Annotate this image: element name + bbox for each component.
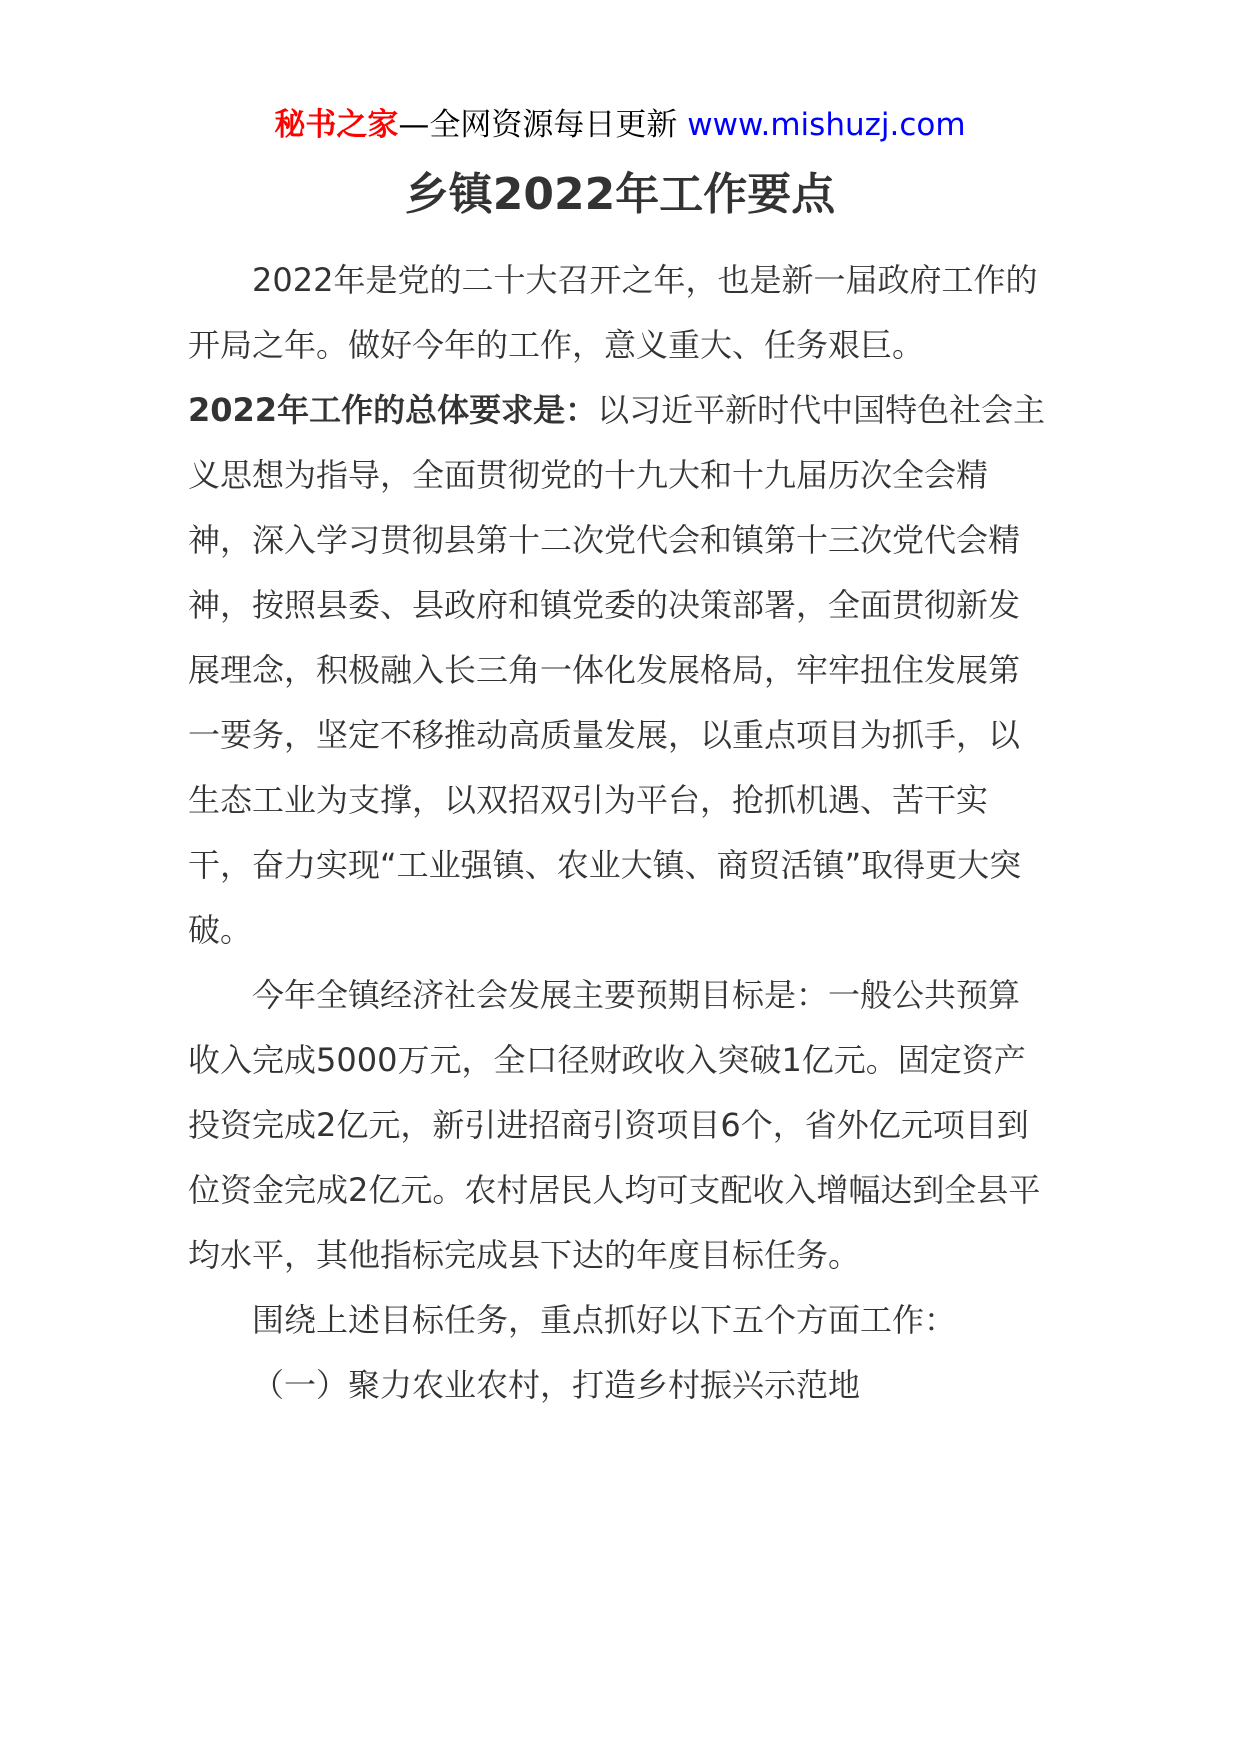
section-heading-1: （一）聚力农业农村，打造乡村振兴示范地 — [252, 1366, 861, 1404]
paragraph-lead-heading: 2022年工作的总体要求是： — [188, 391, 598, 429]
paragraph-intro: 2022年是党的二十大召开之年，也是新一届政府工作的开局之年。做好今年的工作，意义重大、任务艰巨。 — [188, 261, 1038, 364]
paragraph-targets: 今年全镇经济社会发展主要预期目标是：一般公共预算收入完成5000万元，全口径财政收入突破1亿元。固定资产投资完成2亿元，新引进招商引资项目6个，省外亿元项目到位资金完成2亿元。农村居民人均可支配收入增幅达到全县平均水平，其他指标完成县下达的年度目标任务。 — [188, 976, 1041, 1274]
brand-name: 秘书之家 — [274, 107, 399, 143]
site-url-link[interactable]: www.mishuzj.com — [687, 107, 966, 143]
paragraph-focus-intro: 围绕上述目标任务，重点抓好以下五个方面工作： — [252, 1301, 957, 1339]
site-header — [0, 100, 1240, 150]
header-slogan: —全网资源每日更新 — [398, 107, 678, 143]
document-title: 乡镇2022年工作要点 — [404, 169, 836, 220]
paragraph-general-requirements — [188, 378, 1048, 963]
document-body — [188, 248, 1048, 1418]
paragraph-general-requirements-text: 以习近平新时代中国特色社会主义思想为指导，全面贯彻党的十九大和十九届历次全会精神，深入学习贯彻县第十二次党代会和镇第十三次党代会精神，按照县委、县政府和镇党委的决策部署，全面贯彻新发展理念，积极融入长三角一体化发展格局，牢牢扭住发展第一要务，坚定不移推动高质量发展，以重点项目为抓手，以生态工业为支撑，以双招双引为平台，抢抓机遇、苦干实干，奋力实现“工业强镇、农业大镇、商贸活镇”取得更大突破。 — [188, 391, 1046, 949]
